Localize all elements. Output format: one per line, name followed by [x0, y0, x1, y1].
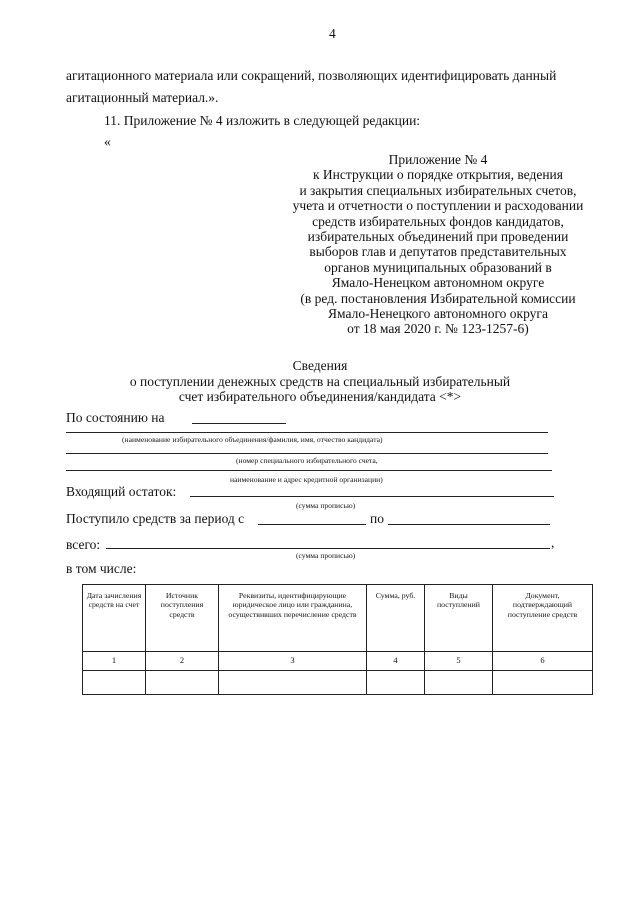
column-number: 1 [83, 652, 146, 671]
opening-balance-label: Входящий остаток: [66, 484, 177, 499]
column-number: 3 [219, 652, 367, 671]
column-number: 4 [367, 652, 425, 671]
column-number: 6 [493, 652, 593, 671]
including-label: в том числе: [66, 561, 137, 576]
appendix-line: органов муниципальных образований в [324, 259, 552, 275]
appendix-line: Ямало-Ненецком автономном округе [331, 275, 545, 291]
hint-bank: наименование и адрес кредитной организации) [230, 475, 383, 484]
page-number: 4 [329, 26, 336, 41]
heading-title: Сведения [292, 358, 348, 373]
document-heading [0, 358, 640, 405]
open-quote: « [104, 134, 111, 149]
total-field[interactable] [106, 548, 550, 549]
received-period-label: Поступило средств за период с [66, 511, 245, 526]
table-header-row [83, 585, 593, 652]
col-header: Реквизиты, идентифицирующие юридическое лицо или гражданина, осуществивших перечисление средств [219, 585, 367, 652]
table-cell[interactable] [146, 671, 219, 695]
total-label: всего: [66, 537, 101, 552]
appendix-line: к Инструкции о порядке открытия, ведения [313, 167, 563, 183]
col-header: Источник поступления средств [146, 585, 219, 652]
col-header: Виды поступлений [425, 585, 493, 652]
appendix-line: (в ред. постановления Избирательной комиссии [300, 290, 576, 306]
intro-line-2: агитационный материал.». [66, 90, 219, 105]
column-number-row [83, 652, 593, 671]
period-to-label: по [370, 511, 384, 526]
total-trailing-comma: , [551, 535, 555, 550]
table-cell[interactable] [219, 671, 367, 695]
appendix-line: избирательных объединений при проведении [307, 229, 569, 245]
appendix-line: от 18 мая 2020 г. № 123-1257-6) [347, 321, 529, 337]
party-name-field[interactable] [66, 432, 548, 433]
column-number: 2 [146, 652, 219, 671]
table-row [83, 671, 593, 695]
receipts-table [82, 584, 593, 695]
hint-amount-words-2: (сумма прописью) [296, 551, 356, 560]
table-cell[interactable] [83, 671, 146, 695]
as-of-label: По состоянию на [66, 410, 165, 425]
intro-line-1: агитационного материала или сокращений, позволяющих идентифицировать данный [66, 68, 557, 83]
col-header: Сумма, руб. [367, 585, 425, 652]
hint-amount-words-1: (сумма прописью) [296, 501, 356, 510]
opening-balance-field[interactable] [190, 496, 554, 497]
as-of-date-field[interactable] [192, 423, 286, 424]
column-number: 5 [425, 652, 493, 671]
table-cell[interactable] [367, 671, 425, 695]
appendix-header [262, 152, 614, 337]
item-11: 11. Приложение № 4 изложить в следующей редакции: [104, 113, 421, 128]
party-name-field-line2[interactable] [66, 453, 548, 454]
col-header: Документ, подтверждающий поступление средств [493, 585, 593, 652]
table-cell[interactable] [425, 671, 493, 695]
account-field[interactable] [66, 470, 552, 471]
hint-account-number: (номер специального избирательного счета, [236, 456, 378, 465]
appendix-line: учета и отчетности о поступлении и расходовании [292, 198, 584, 214]
appendix-line: Ямало-Ненецкого автономного округа [328, 306, 548, 322]
period-to-field[interactable] [388, 524, 550, 525]
appendix-line: и закрытия специальных избирательных счетов, [299, 182, 577, 198]
heading-line: счет избирательного объединения/кандидата <*> [178, 389, 462, 404]
period-from-field[interactable] [258, 524, 366, 525]
col-header: Дата зачисления средств на счет [83, 585, 146, 652]
appendix-line: средств избирательных фондов кандидатов, [312, 213, 564, 229]
appendix-line: выборов глав и депутатов представительных [309, 244, 567, 260]
hint-party-name: (наименование избирательного объединения/фамилия, имя, отчество кандидата) [122, 435, 383, 444]
appendix-line: Приложение № 4 [388, 152, 488, 167]
table-cell[interactable] [493, 671, 593, 695]
heading-line: о поступлении денежных средств на специальный избирательный [129, 373, 511, 389]
